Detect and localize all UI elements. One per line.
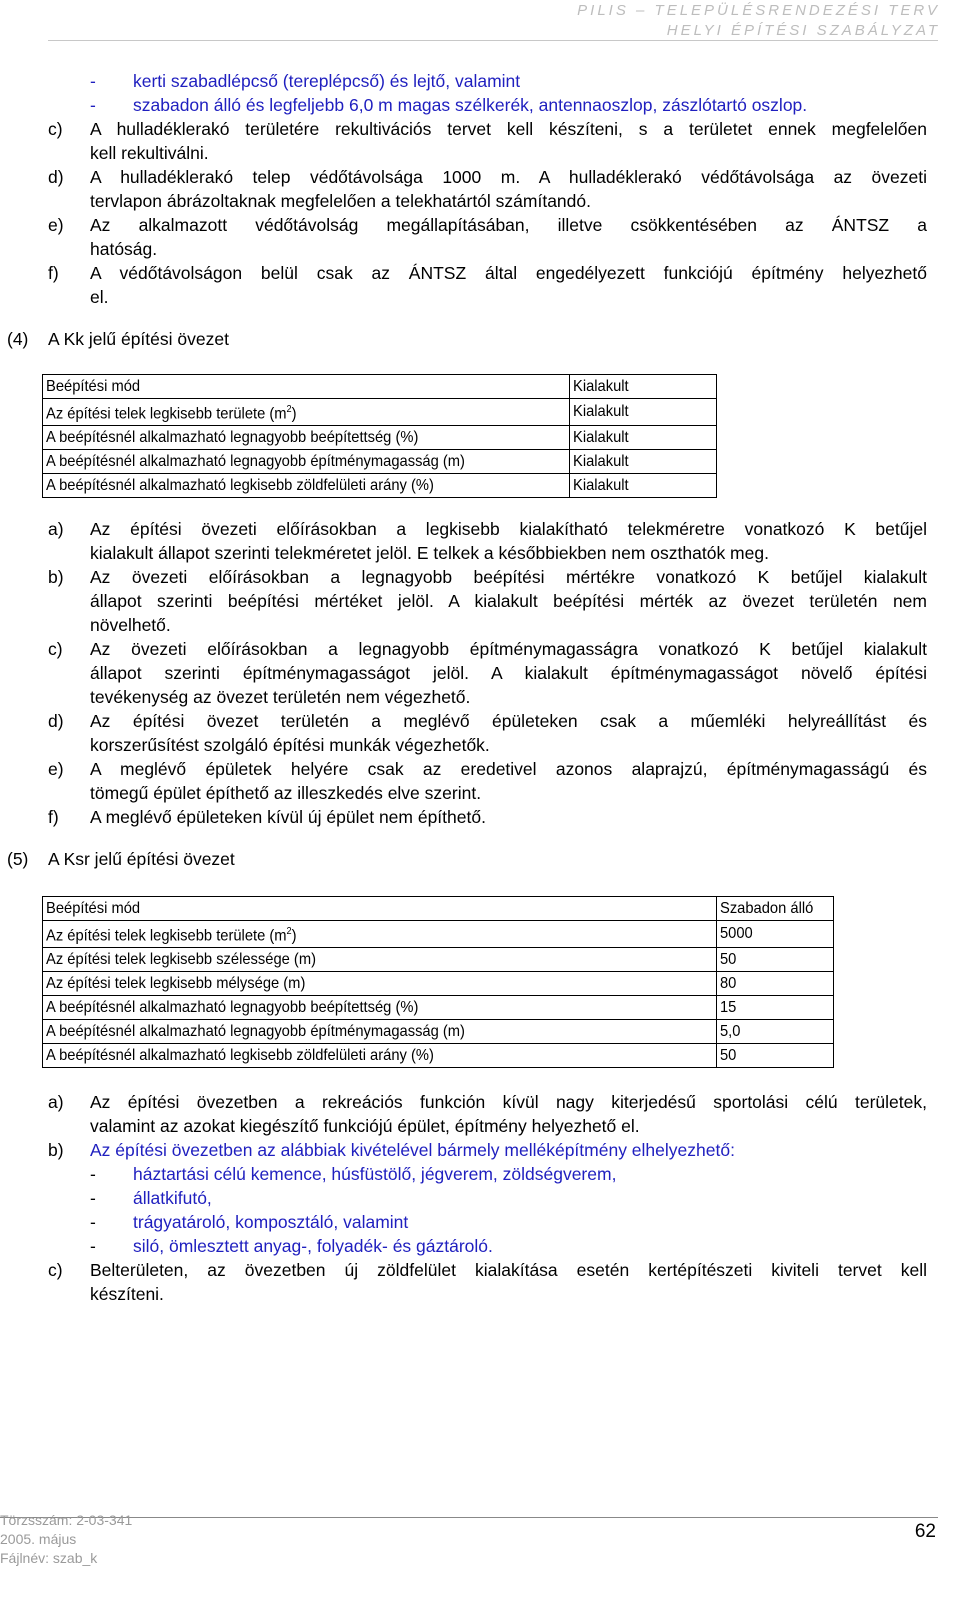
paragraph-text: Belterületen, az övezetben új zöldfelület kialakítása esetén kertépítészeti kiviteli tervet kell <box>90 1260 927 1280</box>
paragraph-text: tevékenység az övezet területén nem végezhető. <box>90 687 471 707</box>
table-row <box>43 450 717 474</box>
list-marker: e) <box>48 215 64 235</box>
table-row <box>43 921 834 948</box>
list-marker: - <box>90 95 96 115</box>
table-label-cell: Az építési telek legkisebb szélessége (m) <box>43 948 717 972</box>
table-row <box>43 897 834 921</box>
table-value-cell: 80 <box>717 972 834 996</box>
paragraph-text: hatóság. <box>90 239 158 259</box>
list-marker: b) <box>48 567 64 587</box>
table-row <box>43 996 834 1020</box>
section-title: A Kk jelű építési övezet <box>48 329 229 349</box>
paragraph-text: korszerűsítést szolgáló építési munkák végezhetők. <box>90 735 490 755</box>
list-marker: a) <box>48 1092 64 1112</box>
paragraph-text: Az építési övezeti előírásokban a legkisebb kialakítható telekméretre vonatkozó K betűjel <box>90 519 927 539</box>
list-marker: d) <box>48 711 64 731</box>
paragraph-text: Az építési övezet területén a meglévő épületeken csak a műemléki helyreállítást és <box>90 711 927 731</box>
table-value-cell: 5000 <box>717 921 834 948</box>
paragraph-text: növelhető. <box>90 615 171 635</box>
paragraph-text: készíteni. <box>90 1284 164 1304</box>
footer-registry: Törzsszám: 2-03-341 <box>0 1512 133 1528</box>
list-marker: - <box>90 1164 96 1184</box>
list-marker: d) <box>48 167 64 187</box>
paragraph-text: Az övezeti előírásokban a legnagyobb beépítési mértékre vonatkozó K betűjel kialakult <box>90 567 927 587</box>
header-subtitle: HELYI ÉPÍTÉSI SZABÁLYZAT <box>666 22 940 39</box>
table-row <box>43 474 717 498</box>
list-marker: f) <box>48 807 59 827</box>
page-number: 62 <box>914 1521 936 1542</box>
paragraph-text: trágyatároló, komposztáló, valamint <box>133 1212 409 1232</box>
list-marker: a) <box>48 519 64 539</box>
table-row <box>43 1044 834 1068</box>
table-value-cell: Kialakult <box>570 426 717 450</box>
footer-divider <box>0 1517 938 1518</box>
table-value-cell: Kialakult <box>570 399 717 426</box>
footer-date: 2005. május <box>0 1531 77 1547</box>
table-value-cell: 50 <box>717 948 834 972</box>
table-row <box>43 375 717 399</box>
table-label-cell: A beépítésnél alkalmazható legnagyobb beépítettség (%) <box>43 426 570 450</box>
table-label-cell: A beépítésnél alkalmazható legkisebb zöldfelületi arány (%) <box>43 1044 717 1068</box>
table-row <box>43 426 717 450</box>
list-marker: - <box>90 1212 96 1232</box>
paragraph-text: kerti szabadlépcső (tereplépcső) és lejtő, valamint <box>133 71 521 91</box>
table-label-cell: A beépítésnél alkalmazható legnagyobb építménymagasság (m) <box>43 450 570 474</box>
list-marker: - <box>90 1188 96 1208</box>
table-value-cell: Kialakult <box>570 474 717 498</box>
table-value-cell: Kialakult <box>570 375 717 399</box>
table-row <box>43 399 717 426</box>
paragraph-text: kialakult állapot szerinti telekméretet jelöl. E telkek a későbbiekben nem oszthatók meg. <box>90 543 769 563</box>
paragraph-text: tervlapon ábrázoltaknak megfelelően a telekhatártól számítandó. <box>90 191 591 211</box>
table-label-cell: Az építési telek legkisebb mélysége (m) <box>43 972 717 996</box>
table-label-cell: A beépítésnél alkalmazható legnagyobb beépítettség (%) <box>43 996 717 1020</box>
paragraph-text: háztartási célú kemence, húsfüstölő, jégverem, zöldségverem, <box>133 1164 617 1184</box>
list-marker: c) <box>48 639 63 659</box>
list-marker: f) <box>48 263 59 283</box>
paragraph-text: valamint az azokat kiegészítő funkciójú épület, építmény helyezhető el. <box>90 1116 640 1136</box>
paragraph-text: Az építési övezetben az alábbiak kivételével bármely melléképítmény elhelyezhető: <box>90 1140 735 1160</box>
header-divider <box>48 40 938 41</box>
list-marker: - <box>90 71 96 91</box>
paragraph-text: el. <box>90 287 109 307</box>
paragraph-text: A meglévő épületek helyére csak az eredetivel azonos alaprajzú, építménymagasságú és <box>90 759 927 779</box>
table-row <box>43 972 834 996</box>
paragraph-text: állapot szerinti építménymagasságot jelöl. A kialakult építménymagasságot növelő építési <box>90 663 927 683</box>
paragraph-text: A védőtávolságon belül csak az ÁNTSZ által engedélyezett funkciójú építmény helyezhető <box>90 263 927 283</box>
paragraph-text: Az építési övezetben a rekreációs funkción kívül nagy kiterjedésű sportolási célú területek, <box>90 1092 927 1112</box>
table-row <box>43 1020 834 1044</box>
table-label-cell: Beépítési mód <box>43 897 717 921</box>
paragraph-text: Az alkalmazott védőtávolság megállapításában, illetve csökkentésében az ÁNTSZ a <box>90 215 927 235</box>
table-label-cell: Az építési telek legkisebb területe $(m^2)$ <box>43 399 570 426</box>
list-marker: c) <box>48 1260 63 1280</box>
paragraph-text: állatkifutó, <box>133 1188 212 1208</box>
kk-spec-table <box>42 374 717 498</box>
table-label-cell: A beépítésnél alkalmazható legnagyobb építménymagasság (m) <box>43 1020 717 1044</box>
table-value-cell: Szabadon álló <box>717 897 834 921</box>
table-value-cell: 50 <box>717 1044 834 1068</box>
paragraph-text: A hulladéklerakó telep védőtávolsága 1000 m. A hulladéklerakó védőtávolsága az övezeti <box>90 167 927 187</box>
paragraph-text: állapot szerinti beépítési mértéket jelöl. A kialakult beépítési mérték az övezet területén nem <box>90 591 927 611</box>
paragraph-text: szabadon álló és legfeljebb 6,0 m magas szélkerék, antennaoszlop, zászlótartó oszlop. <box>133 95 808 115</box>
header-title: PILIS – TELEPÜLÉSRENDEZÉSI TERV <box>577 2 940 19</box>
table-value-cell: 5,0 <box>717 1020 834 1044</box>
list-marker: - <box>90 1236 96 1256</box>
table-label-cell: Beépítési mód <box>43 375 570 399</box>
list-marker: e) <box>48 759 64 779</box>
footer-filename: Fájlnév: szab_k <box>0 1550 98 1566</box>
paragraph-text: kell rekultiválni. <box>90 143 209 163</box>
paragraph-text: A meglévő épületeken kívül új épület nem építhető. <box>90 807 486 827</box>
list-marker: c) <box>48 119 63 139</box>
table-value-cell: 15 <box>717 996 834 1020</box>
paragraph-text: tömegű épület építhető az illeszkedés elve szerint. <box>90 783 482 803</box>
table-label-cell: Az építési telek legkisebb területe $(m^2)$ <box>43 921 717 948</box>
section-number: (4) <box>7 329 29 349</box>
table-value-cell: Kialakult <box>570 450 717 474</box>
list-marker: b) <box>48 1140 64 1160</box>
table-row <box>43 948 834 972</box>
paragraph-text: A hulladéklerakó területére rekultivációs tervet kell készíteni, s a területet ennek megfelelően <box>90 119 927 139</box>
section-title: A Ksr jelű építési övezet <box>48 849 235 869</box>
paragraph-text: siló, ömlesztett anyag-, folyadék- és gáztároló. <box>133 1236 493 1256</box>
ksr-spec-table <box>42 896 834 1068</box>
section-number: (5) <box>7 849 29 869</box>
paragraph-text: Az övezeti előírásokban a legnagyobb építménymagasságra vonatkozó K betűjel kialakult <box>90 639 927 659</box>
table-label-cell: A beépítésnél alkalmazható legkisebb zöldfelületi arány (%) <box>43 474 570 498</box>
